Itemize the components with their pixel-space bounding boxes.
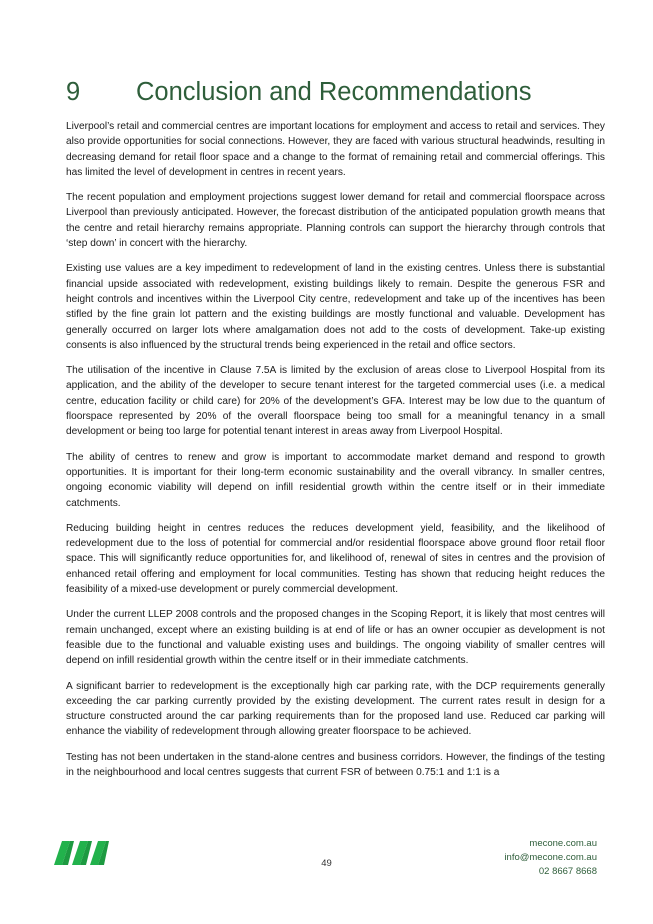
section-title: Conclusion and Recommendations [136,78,532,106]
paragraph: The utilisation of the incentive in Clause 7.5A is limited by the exclusion of areas close to Liverpool Hospital from its application, and the ability of the developer to secure tenant interest for the targeted commercial uses (i.e. a medical centre, education facility or child care) for 20% of the development’s GFA. Interest may be low due to the quantum of floorspace represented by 20% of the overall floorspace being too small for a meaningful tenancy in a small development or being too large for potential tenant interest in areas away from Liverpool Hospital. [66,365,605,438]
contact-details [504,837,597,879]
paragraph: Existing use values are a key impediment to redevelopment of land in the existing centres. Unless there is substantial financial upside associated with redevelopment, existing buildings likely to remain. Despite the generous FSR and height controls and incentives within the Liverpool City centre, redevelopment and take up of the incentives has been stifled by the fine grain lot pattern and the existing buildings are mostly functional and valuable. Development has generally occurred on larger lots where amalgamation does not add to the costs of development. Take-up existing consents is also influenced by the structural trends being experienced in the retail and office sectors. [66,263,605,351]
paragraph: The ability of centres to renew and grow is important to accommodate market demand and respond to growth opportunities. It is important for their long-term economic sustainability and the overall vibrancy. In smaller centres, ongoing economic viability will depend on infill residential growth within the centre itself or in their immediate catchments. [66,451,605,509]
body-text [66,119,605,790]
website-link[interactable]: mecone.com.au [529,838,597,849]
section-number: 9 [66,78,81,106]
page-number: 49 [321,858,332,869]
phone-number: 02 8667 8668 [538,866,597,877]
paragraph: Liverpool’s retail and commercial centres are important locations for employment and access to retail and services. They also provide opportunities for social connections. However, they are faced with various structural headwinds, resulting in decreasing demand for retail floor space and a change to the format of remaining retail and commercial offerings. This has limited the level of development in centres in recent years. [66,121,605,178]
paragraph: The recent population and employment projections suggest lower demand for retail and commercial floorspace across Liverpool than previously anticipated. However, the forecast distribution of the anticipated population growth means that the centre and retail hierarchy remains appropriate. Planning controls can support the hierarchy through controls that ‘step down’ in concert with the hierarchy. [66,192,605,250]
paragraph: Reducing building height in centres reduces the reduces development yield, feasibility, and the likelihood of redevelopment due to the loss of potential for commercial and/or residential floorspace above ground floor retail floor space. This will significantly reduce opportunities for, and likelihood of, renewal of sites in centres and the provision of enhanced retail offering and employment for local communities. Testing has shown that reducing height reduces the feasibility of a mixed-use development or purely commercial development. [66,522,605,596]
section-heading [66,76,606,108]
paragraph: Testing has not been undertaken in the stand-alone centres and business corridors. However, the findings of the testing in the neighbourhood and local centres suggests that current FSR of between 0.75:1 and 1:1 is a [66,751,605,778]
paragraph: A significant barrier to redevelopment is the exceptionally high car parking rate, with the DCP requirements generally exceeding the car parking currently provided by the existing development. The current rates result in design for a structure constructed around the car parking requirements than for the proposed land use. Reduced car parking will enhance the viability of redevelopment through allowing greater floorspace to be achieved. [66,680,605,738]
email-link[interactable]: info@mecone.com.au [504,852,597,863]
paragraph: Under the current LLEP 2008 controls and the proposed changes in the Scoping Report, it is likely that most centres will remain unchanged, except where an existing building is at end of life or has an owner occupier as development is not feasible due to the functional and valuable existing uses and buildings. The ongoing viability of smaller centres will depend on infill residential growth within the centre itself or in their immediate catchments. [66,609,605,667]
